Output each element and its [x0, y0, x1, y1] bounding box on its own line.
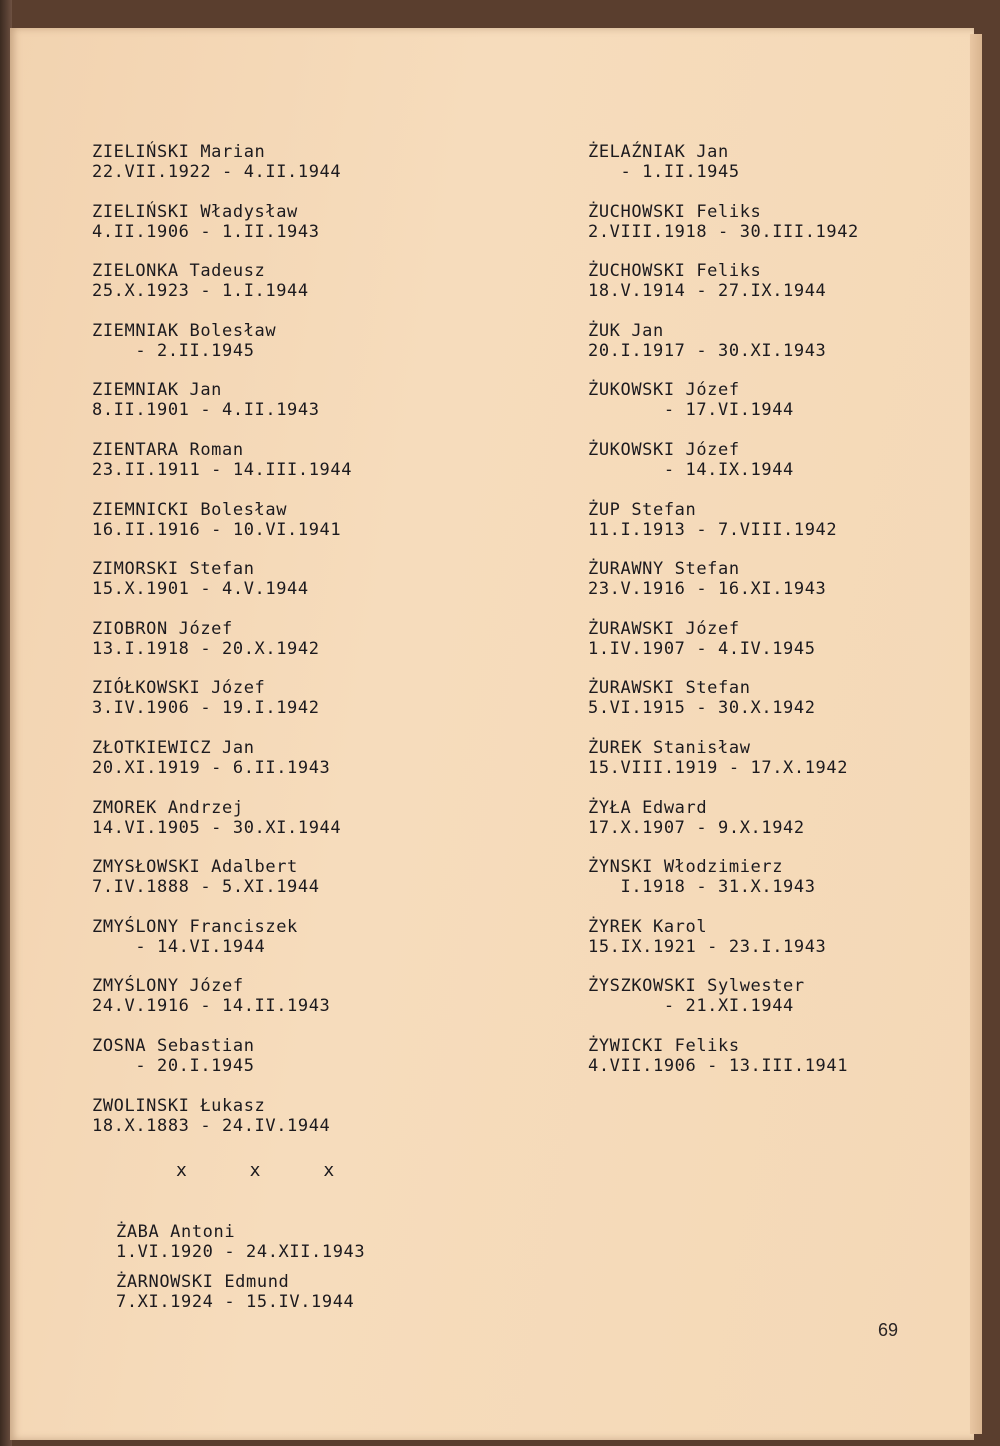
life-dates: - 20.I.1945 — [92, 1055, 255, 1076]
person-name: ŻYREK Karol — [588, 916, 708, 937]
list-item — [92, 619, 452, 679]
life-dates: 1.VI.1920 - 24.XII.1943 — [116, 1242, 366, 1262]
list-item — [92, 202, 452, 262]
person-name: ZIEMNIAK Bolesław — [92, 320, 277, 341]
person-name: ZIELIŃSKI Marian — [92, 142, 266, 162]
list-item — [588, 142, 928, 202]
list-item — [588, 202, 928, 262]
person-name: ŻELAŹNIAK Jan — [588, 142, 729, 162]
life-dates: 23.II.1911 - 14.III.1944 — [92, 459, 353, 480]
life-dates: 11.I.1913 - 7.VIII.1942 — [588, 519, 838, 540]
list-item — [588, 678, 928, 738]
life-dates: - 17.VI.1944 — [588, 400, 794, 421]
list-item — [588, 261, 928, 321]
life-dates: 7.IV.1888 - 5.XI.1944 — [92, 877, 320, 898]
person-name: ŻARNOWSKI Edmund — [116, 1272, 290, 1292]
list-item — [116, 1272, 456, 1322]
person-name: ŻUKOWSKI Józef — [588, 380, 740, 401]
list-item — [92, 738, 452, 798]
life-dates: 2.VIII.1918 - 30.III.1942 — [588, 221, 859, 242]
person-name: ŻURAWSKI Stefan — [588, 678, 751, 699]
page-number: 69 — [878, 1320, 899, 1340]
list-item — [92, 321, 452, 381]
life-dates: 22.VII.1922 - 4.II.1944 — [92, 162, 342, 182]
list-item — [588, 500, 928, 560]
list-item — [92, 440, 452, 500]
section-separator: x x x — [176, 1160, 361, 1181]
person-name: ŻUCHOWSKI Feliks — [588, 261, 762, 282]
life-dates: I.1918 - 31.X.1943 — [588, 877, 816, 898]
person-name: ZMOREK Andrzej — [92, 797, 244, 818]
life-dates: 17.X.1907 - 9.X.1942 — [588, 817, 805, 838]
person-name: ZIÓŁKOWSKI Józef — [92, 678, 266, 699]
life-dates: 1.IV.1907 - 4.IV.1945 — [588, 638, 816, 659]
life-dates: 18.X.1883 - 24.IV.1944 — [92, 1115, 331, 1136]
person-name: ŻUK Jan — [588, 320, 664, 341]
life-dates: 16.II.1916 - 10.VI.1941 — [92, 519, 342, 540]
list-item — [588, 976, 928, 1036]
life-dates: 3.IV.1906 - 19.I.1942 — [92, 698, 320, 719]
list-item — [92, 917, 452, 977]
life-dates: - 14.VI.1944 — [92, 936, 266, 957]
list-item — [588, 440, 928, 500]
life-dates: - 14.IX.1944 — [588, 459, 794, 480]
list-item — [588, 857, 928, 917]
life-dates: 20.XI.1919 - 6.II.1943 — [92, 757, 331, 778]
list-item — [92, 1036, 452, 1096]
person-name: ZIEMNICKI Bolesław — [92, 499, 288, 520]
list-item — [588, 738, 928, 798]
person-name: ŻYSZKOWSKI Sylwester — [588, 976, 805, 997]
list-item — [588, 917, 928, 977]
life-dates: 20.I.1917 - 30.XI.1943 — [588, 340, 827, 361]
person-name: ZIENTARA Roman — [92, 439, 244, 460]
life-dates: 15.VIII.1919 - 17.X.1942 — [588, 757, 849, 778]
person-name: ŻUREK Stanisław — [588, 737, 751, 758]
list-item — [92, 142, 452, 202]
person-name: ŻUCHOWSKI Feliks — [588, 201, 762, 222]
left-column — [92, 142, 452, 1155]
person-name: ŻUKOWSKI Józef — [588, 439, 740, 460]
list-item — [92, 380, 452, 440]
person-name: ŻUP Stefan — [588, 499, 697, 520]
list-item — [92, 1096, 452, 1156]
person-name: ZIEMNIAK Jan — [92, 380, 223, 401]
right-column — [588, 142, 928, 1096]
person-name: ZIMORSKI Stefan — [92, 559, 255, 580]
list-item — [588, 798, 928, 858]
list-item — [588, 321, 928, 381]
life-dates: 15.X.1901 - 4.V.1944 — [92, 579, 309, 600]
life-dates: - 21.XI.1944 — [588, 996, 794, 1017]
person-name: ŻYŁA Edward — [588, 797, 708, 818]
person-name: ŻURAWSKI Józef — [588, 618, 740, 639]
person-name: ZIELIŃSKI Władysław — [92, 201, 298, 222]
person-name: ŻYWICKI Feliks — [588, 1035, 740, 1056]
list-item — [588, 1036, 928, 1096]
life-dates: 7.XI.1924 - 15.IV.1944 — [116, 1292, 355, 1312]
person-name: ZWOLINSKI Łukasz — [92, 1095, 266, 1116]
life-dates: 13.I.1918 - 20.X.1942 — [92, 638, 320, 659]
life-dates: 4.VII.1906 - 13.III.1941 — [588, 1055, 849, 1076]
person-name: ZMYŚLONY Franciszek — [92, 916, 298, 937]
person-name: ŻYNSKI Włodzimierz — [588, 857, 784, 878]
life-dates: 14.VI.1905 - 30.XI.1944 — [92, 817, 342, 838]
life-dates: 24.V.1916 - 14.II.1943 — [92, 996, 331, 1017]
list-item — [116, 1222, 456, 1272]
person-name: ZOSNA Sebastian — [92, 1035, 255, 1056]
life-dates: 15.IX.1921 - 23.I.1943 — [588, 936, 827, 957]
life-dates: 4.II.1906 - 1.II.1943 — [92, 221, 320, 242]
person-name: ZMYSŁOWSKI Adalbert — [92, 857, 298, 878]
list-item — [92, 798, 452, 858]
person-name: ŻURAWNY Stefan — [588, 559, 740, 580]
list-item — [588, 559, 928, 619]
life-dates: 23.V.1916 - 16.XI.1943 — [588, 579, 827, 600]
life-dates: 25.X.1923 - 1.I.1944 — [92, 281, 309, 302]
page-edge — [970, 34, 982, 1434]
person-name: ZMYŚLONY Józef — [92, 976, 244, 997]
left-column-tail — [116, 1222, 456, 1322]
life-dates: - 2.II.1945 — [92, 340, 255, 361]
life-dates: 8.II.1901 - 4.II.1943 — [92, 400, 320, 421]
person-name: ZŁOTKIEWICZ Jan — [92, 737, 255, 758]
list-item — [588, 380, 928, 440]
list-item — [92, 678, 452, 738]
list-item — [92, 976, 452, 1036]
person-name: ZIOBRON Józef — [92, 618, 233, 639]
list-item — [92, 261, 452, 321]
list-item — [92, 500, 452, 560]
life-dates: - 1.II.1945 — [588, 162, 740, 182]
person-name: ŻABA Antoni — [116, 1222, 236, 1242]
list-item — [588, 619, 928, 679]
list-item — [92, 559, 452, 619]
life-dates: 18.V.1914 - 27.IX.1944 — [588, 281, 827, 302]
person-name: ZIELONKA Tadeusz — [92, 261, 266, 282]
life-dates: 5.VI.1915 - 30.X.1942 — [588, 698, 816, 719]
list-item — [92, 857, 452, 917]
